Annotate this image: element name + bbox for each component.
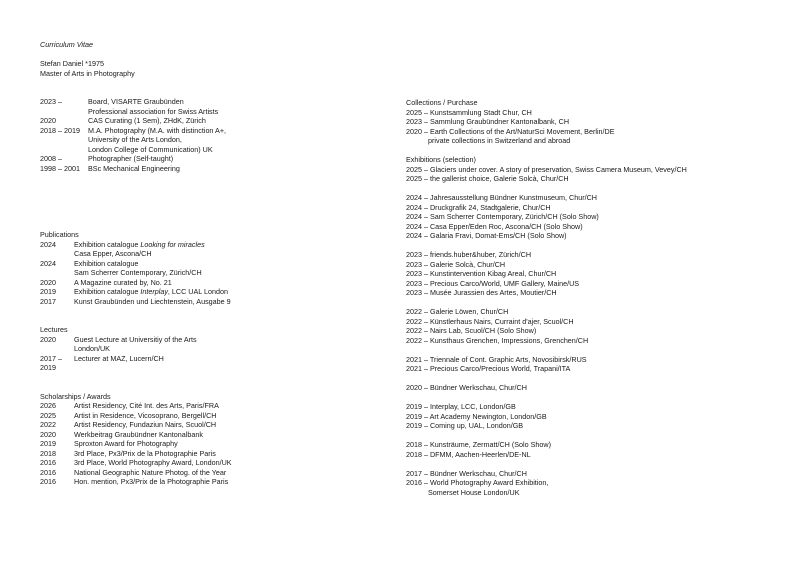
lecture-row: 2020 Guest Lecture at Universitiy of the Arts	[40, 334, 197, 344]
exhibition-line: 2024 – Jahresausstellung Bündner Kunstmuseum, Chur/CH	[406, 193, 597, 202]
exhibition-line: 2016 – World Photography Award Exhibition,	[406, 478, 549, 487]
exhibitions-section	[406, 155, 786, 497]
lecture-row: London/UK	[74, 344, 110, 353]
award-row: 2022 Artist Residency, Fundaziun Nairs, Scuol/CH	[40, 420, 217, 429]
collections-heading: Collections / Purchase	[406, 98, 478, 107]
exhibitions-heading: Exhibitions (selection)	[406, 155, 476, 164]
right-column	[406, 98, 786, 497]
scholarships-section	[40, 392, 380, 487]
lectures-heading: Lectures	[40, 325, 68, 334]
career-row: 1998 – 2001 BSc Mechanical Engineering	[40, 163, 180, 173]
publication-row: 2017 Kunst Graubünden und Liechtenstein, Ausgabe 9	[40, 296, 231, 306]
publications-heading: Publications	[40, 230, 79, 239]
artist-name: Stefan Daniel *1975	[40, 59, 104, 68]
exhibition-line: 2025 – Glaciers under cover. A story of preservation, Swiss Camera Museum, Vevey/CH	[406, 164, 687, 174]
exhibition-line: 2017 – Bündner Werkschau, Chur/CH	[406, 468, 527, 478]
career-row: 2008 – Photographer (Self-taught)	[40, 154, 174, 163]
scholarships-heading: Scholarships / Awards	[40, 391, 111, 401]
award-row: 2016 National Geographic Nature Photog. of the Year	[40, 467, 227, 477]
collection-line: 2025 – Kunstsammlung Stadt Chur, CH	[406, 107, 532, 117]
award-row: 2026 Artist Residency, Cité Int. des Arts, Paris/FRA	[40, 401, 219, 410]
career-row: University of the Arts London,	[88, 135, 182, 144]
exhibition-line: 2022 – Kunsthaus Grenchen, Impressions, Grenchen/CH	[406, 335, 589, 345]
document-title: Curriculum Vitae	[40, 40, 93, 49]
award-row: 2020 Werkbeitrag Graubündner Kantonalbank	[40, 429, 203, 439]
collection-line: 2020 – Earth Collections of the Art/NaturSci Movement, Berlin/DE	[406, 126, 615, 136]
collection-line: 2023 – Sammlung Graubündner Kantonalbank, CH	[406, 117, 570, 126]
publication-row: 2020 A Magazine curated by, No. 21	[40, 277, 172, 287]
exhibition-line: 2022 – Künstlerhaus Nairs, Curraint d'ajer, Scuol/CH	[406, 316, 574, 326]
lecture-row: 2017 – Lecturer at MAZ, Lucern/CH	[40, 353, 164, 363]
award-row: 2025 Artist in Residence, Vicosoprano, Bergell/CH	[40, 410, 217, 420]
award-row: 2018 3rd Place, Px3/Prix de la Photographie Paris	[40, 448, 216, 458]
publication-row: 2024 Exhibition catalogue	[40, 258, 139, 268]
career-row: London College of Communication) UK	[88, 144, 213, 154]
exhibition-line: 2018 – DFMM, Aachen-Heerlen/DE-NL	[406, 449, 531, 459]
career-row: Professional association for Swiss Artists	[88, 106, 219, 116]
exhibition-line: 2022 – Galerie Löwen, Chur/CH	[406, 307, 509, 316]
career-row: 2020 CAS Curating (1 Sem), ZHdK, Zürich	[40, 116, 206, 125]
collection-continuation: private collections in Switzerland and abroad	[428, 136, 571, 145]
exhibition-line: 2021 – Precious Carco/Precious World, Trapani/ITA	[406, 364, 571, 373]
award-row: 2019 Sproxton Award for Photography	[40, 439, 178, 448]
exhibition-line: 2020 – Bündner Werkschau, Chur/CH	[406, 383, 527, 392]
exhibition-line: 2023 – Precious Carco/World, UMF Gallery, Maine/US	[406, 278, 580, 288]
exhibition-line: 2023 – Kunstintervention Kibag Areal, Chur/CH	[406, 269, 557, 278]
exhibition-line: 2018 – Kunsträume, Zermatt/CH (Solo Show)	[406, 440, 552, 449]
exhibition-line: 2023 – Musée Jurassien des Artes, Moutier/CH	[406, 288, 557, 297]
lectures-section	[40, 325, 380, 373]
publication-row: 2024 Exhibition catalogue Looking for miracles	[40, 239, 205, 249]
career-section	[40, 97, 380, 173]
collections-section	[406, 98, 786, 146]
award-row: 2016 Hon. mention, Px3/Prix de la Photographie Paris	[40, 477, 229, 486]
exhibition-continuation: Somerset House London/UK	[428, 487, 520, 497]
award-row: 2016 3rd Place, World Photography Award, London/UK	[40, 458, 232, 467]
exhibition-line: 2019 – Interplay, LCC, London/GB	[406, 402, 516, 411]
artist-degree: Master of Arts in Photography	[40, 68, 135, 78]
exhibition-line: 2025 – the gallerist choice, Galerie Solcà, Chur/CH	[406, 174, 569, 183]
publication-row: Sam Scherrer Contemporary, Zürich/CH	[74, 268, 202, 277]
exhibition-line: 2023 – friends.huber&huber, Zürich/CH	[406, 250, 532, 259]
exhibition-line: 2019 – Art Academy Newington, London/GB	[406, 411, 547, 421]
publication-row: Casa Epper, Ascona/CH	[74, 249, 152, 258]
exhibition-line: 2024 – Galaria Fravi, Domat-Ems/CH (Solo Show)	[406, 231, 567, 240]
exhibition-line: 2021 – Triennale of Cont. Graphic Arts, Novosibirsk/RUS	[406, 354, 587, 364]
left-column	[40, 40, 380, 487]
exhibition-line: 2023 – Galerie Solcà, Chur/CH	[406, 259, 506, 269]
publications-section	[40, 230, 380, 306]
exhibition-line: 2019 – Coming up, UAL, London/GB	[406, 421, 524, 430]
career-row: 2018 – 2019 M.A. Photography (M.A. with distinction A+,	[40, 125, 227, 135]
exhibition-line: 2024 – Casa Epper/Eden Roc, Ascona/CH (Solo Show)	[406, 221, 583, 231]
exhibition-line: 2024 – Sam Scherrer Contemporary, Zürich/CH (Solo Show)	[406, 212, 599, 221]
exhibition-line: 2022 – Nairs Lab, Scuol/CH (Solo Show)	[406, 326, 537, 335]
exhibition-line: 2024 – Druckgrafik 24, Stadtgalerie, Chur/CH	[406, 202, 551, 212]
lecture-row: 2019	[40, 363, 56, 372]
career-row: 2023 – Board, VISARTE Graubünden	[40, 97, 184, 106]
publication-row: 2019 Exhibition catalogue Interplay, LCC UAL London	[40, 287, 228, 296]
